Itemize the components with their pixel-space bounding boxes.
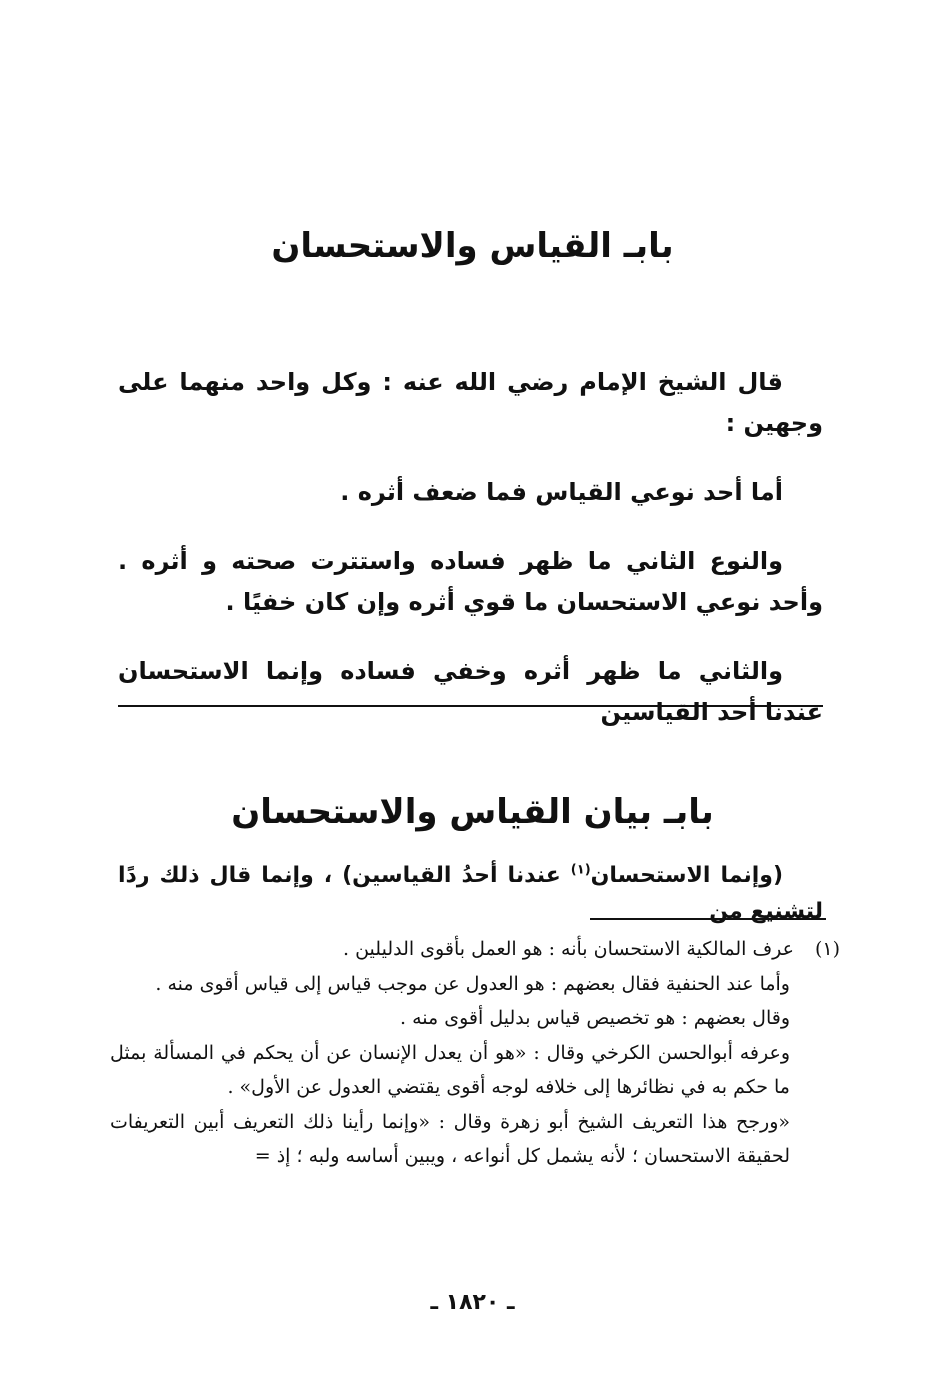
footnotes <box>110 932 840 1174</box>
footnote-number: (١) <box>814 938 840 960</box>
footnote-line: وعرفه أبوالحسن الكرخي وقال : «هو أن يعدل الإنسان عن أن يحكم في المسألة بمثل ما حكم به في نظائرها إلى خلافه لوجه أقوى يقتضي العدول عن الأول» . <box>110 1041 790 1098</box>
main-paragraph: قال الشيخ الإمام رضي الله عنه : وكل واحد منهما على وجهين : <box>118 368 823 437</box>
commentary-heading: بابـ بيان القياس والاستحسان <box>231 792 714 832</box>
footnote-line: وقال بعضهم : هو تخصيص قياس بدليل أقوى منه . <box>400 1007 790 1029</box>
page-number: ـ ١٨٢٠ ـ <box>430 1290 515 1315</box>
chapter-heading: بابـ القياس والاستحسان <box>271 226 674 266</box>
section-divider <box>118 705 823 707</box>
footnote-line: وأما عند الحنفية فقال بعضهم : هو العدول عن موجب قياس إلى قياس أقوى منه . <box>155 972 790 995</box>
footnote-line: «ورجح هذا التعريف الشيخ أبو زهرة وقال : «وإنما رأينا ذلك التعريف أبين التعريفات لحقيقة الاستحسان ؛ لأنه يشمل كل أنواعه ، ويبين أساسه ولبه ؛ إذ = <box>110 1110 790 1167</box>
commentary-text-start: (وإنما الاستحسان <box>590 863 783 888</box>
main-paragraph: أما أحد نوعي القياس فما ضعف أثره . <box>340 478 783 506</box>
footnote-reference: (١) <box>570 862 591 878</box>
main-paragraph: والنوع الثاني ما ظهر فساده واستترت صحته و أثره . وأحد نوعي الاستحسان ما قوي أثره وإن كان خفيًا . <box>118 547 823 616</box>
commentary-text-rest: عندنا أحدُ القياسين) ، وإنما قال ذلك ردًا لتشنيع من <box>118 863 823 924</box>
footnote-divider <box>590 918 826 920</box>
footnote-text: عرف المالكية الاستحسان بأنه : هو العمل بأقوى الدليلين . <box>343 938 794 960</box>
footnote-line <box>110 932 840 967</box>
main-text <box>118 362 823 761</box>
main-paragraph: والثاني ما ظهر أثره وخفي فساده وإنما الاستحسان عندنا أحد القياسين <box>118 657 823 726</box>
